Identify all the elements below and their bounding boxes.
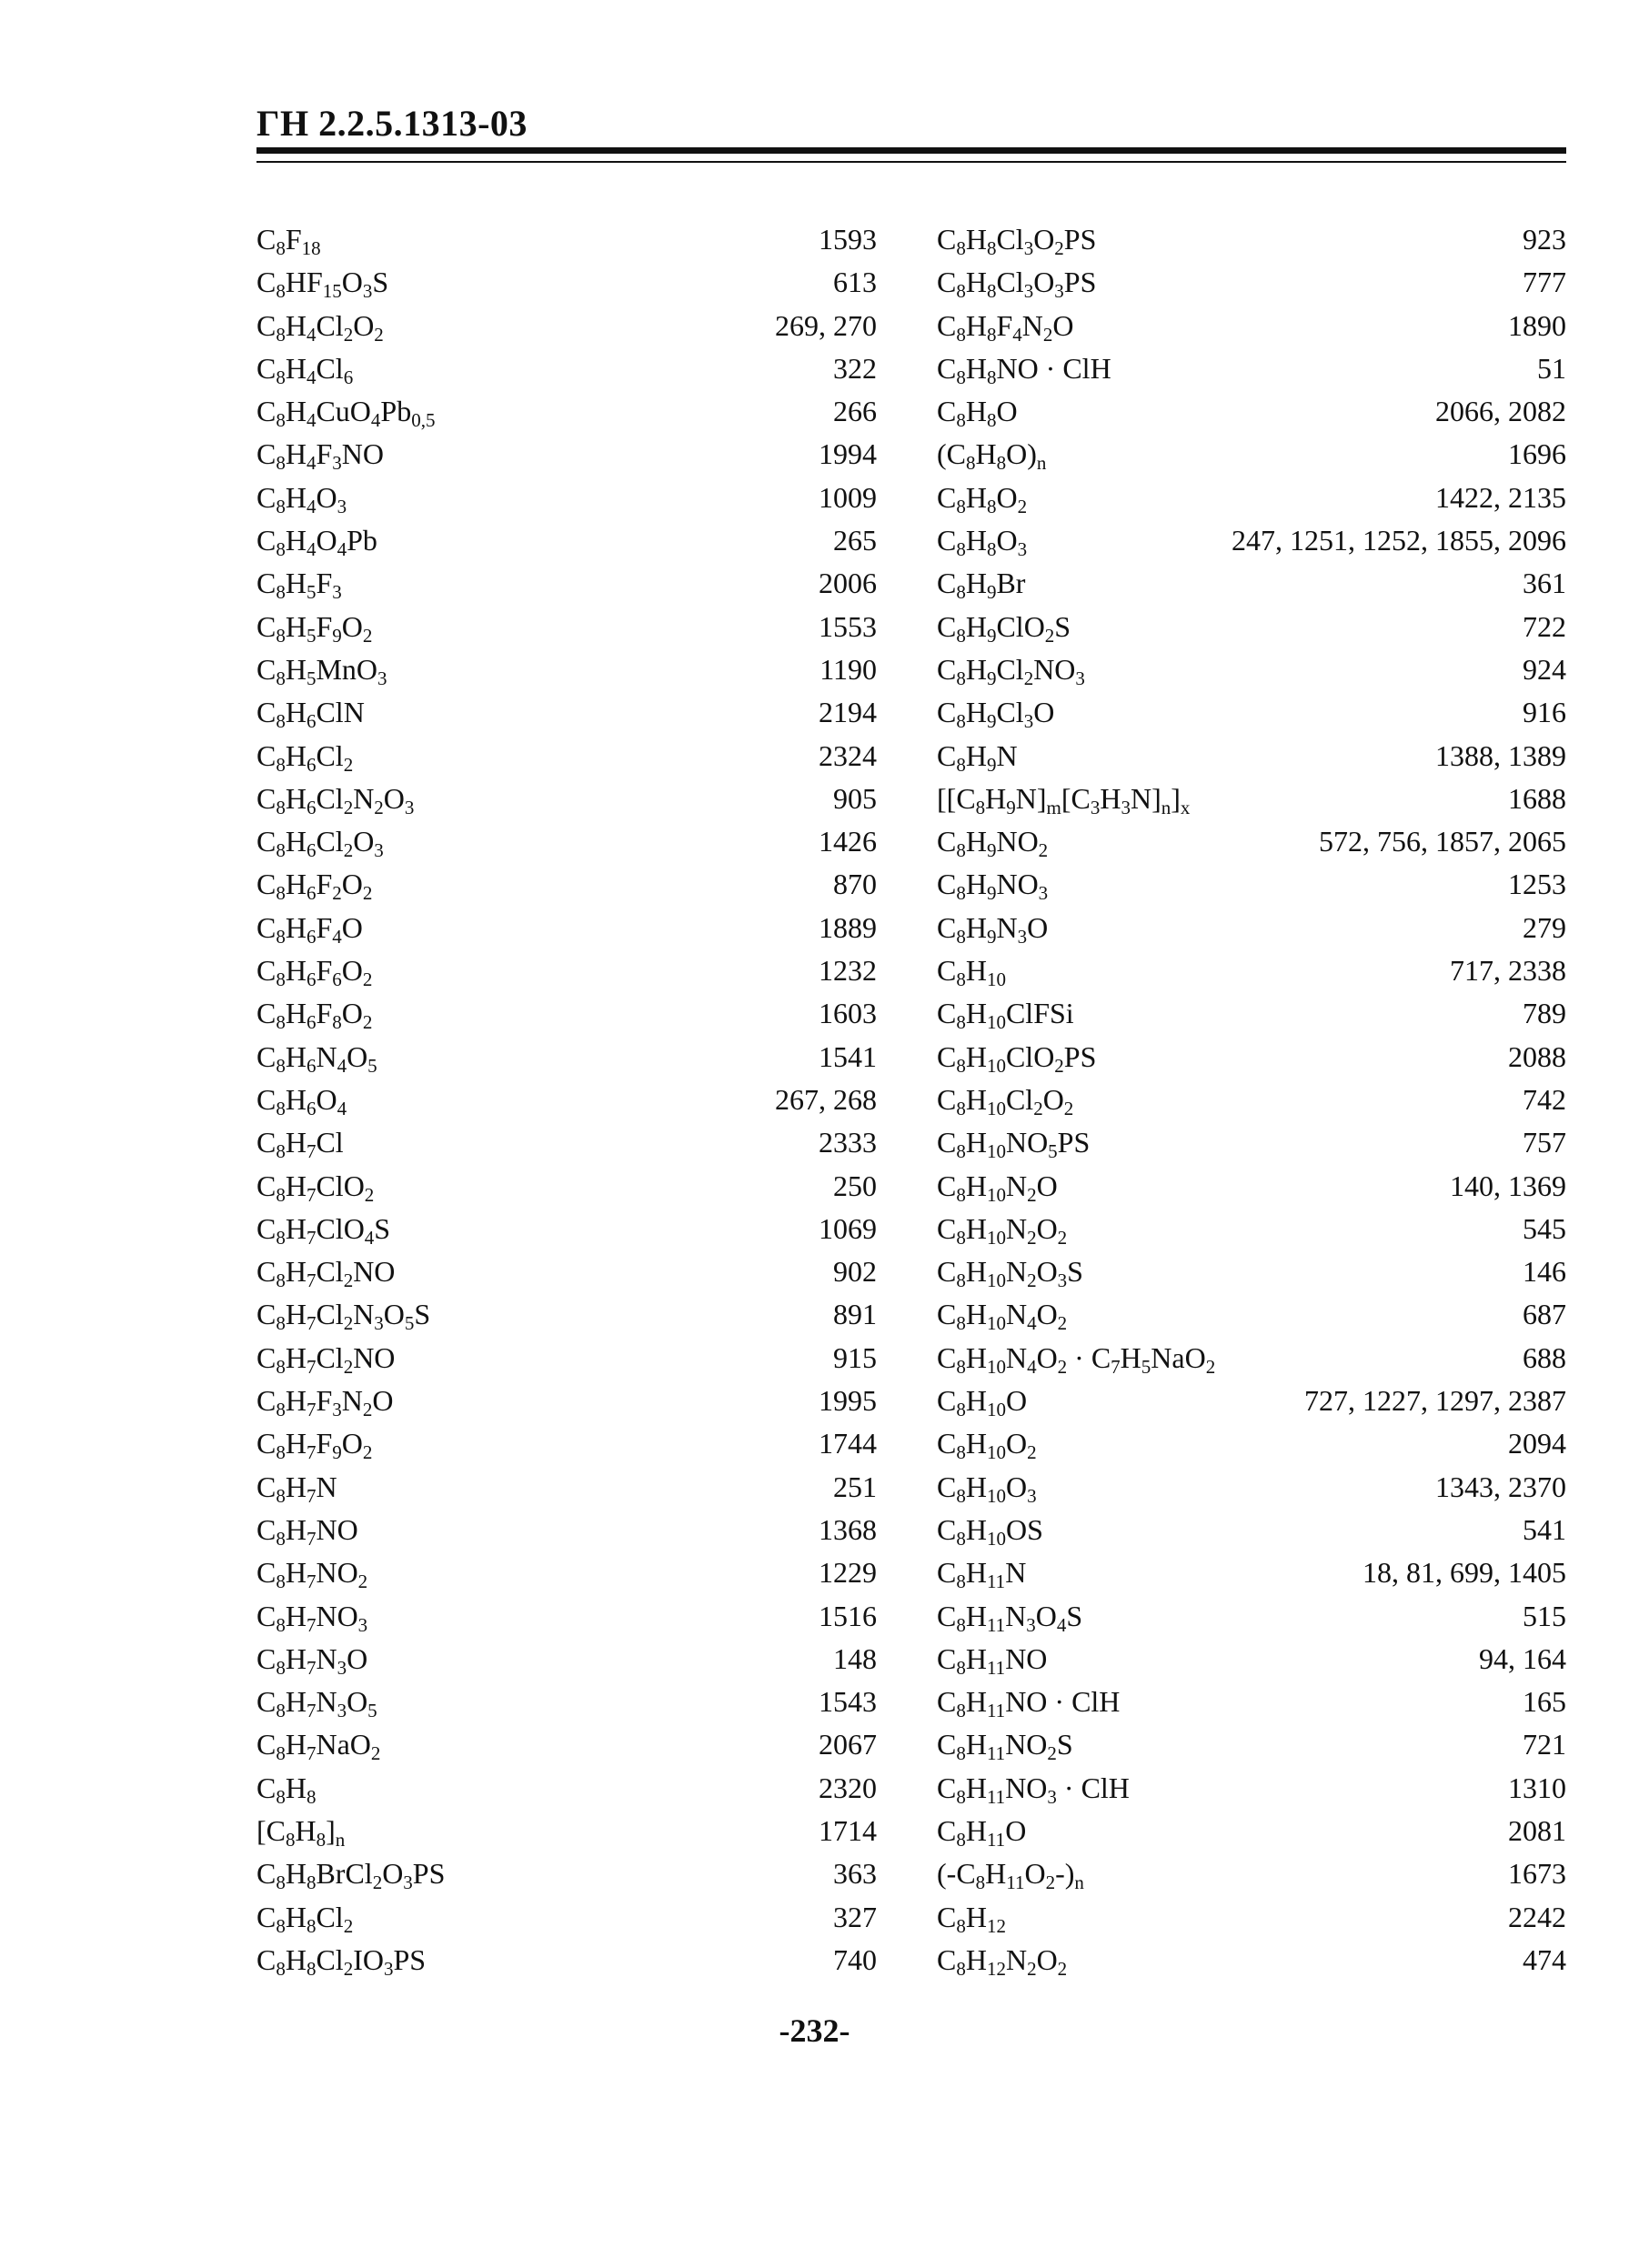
formula: $C_8H_8O_2$	[937, 480, 1028, 517]
index-entry	[937, 1422, 1566, 1465]
index-entry	[256, 1509, 877, 1551]
formula: $C_8H_4CuO_4Pb_{0,5}$	[256, 395, 436, 432]
reference-numbers: 717, 2338	[1450, 954, 1566, 988]
formula: $C_8H_9N_3O$	[937, 910, 1049, 948]
reference-numbers: 1368	[819, 1512, 877, 1546]
formula: $C_8H_{10}O$	[937, 1384, 1028, 1421]
reference-numbers: 2324	[819, 738, 877, 772]
header-rule-thick	[256, 147, 1566, 154]
formula: $C_8H_{11}NO$ · ClH	[937, 1685, 1121, 1722]
formula: $C_8H_9NO_2$	[937, 825, 1049, 862]
index-entry	[256, 863, 877, 906]
reference-numbers: 905	[833, 781, 877, 815]
reference-numbers: 757	[1523, 1126, 1566, 1159]
index-entry	[256, 992, 877, 1035]
formula: $(-C_8H_{11}O_2-)_n$	[937, 1857, 1084, 1894]
formula: $C_8H_{10}N_4O_2 \cdot C_7H_5NaO_2$	[937, 1340, 1216, 1378]
reference-numbers: 740	[833, 1942, 877, 1976]
formula: $C_8H_9N$	[937, 738, 1018, 776]
document-header: ГН 2.2.5.1313-03	[256, 103, 528, 144]
formula: $C_8H_4F_3NO$	[256, 437, 384, 475]
formula: $C_8H_{10}OS$	[937, 1512, 1043, 1550]
formula: $C_8H_{11}NO$	[937, 1641, 1048, 1679]
index-entry	[937, 1036, 1566, 1079]
reference-numbers: 687	[1523, 1298, 1566, 1331]
formula: $C_8H_7Cl_2NO$	[256, 1255, 396, 1292]
formula: $C_8H_{12}N_2O_2$	[937, 1942, 1068, 1980]
reference-numbers: 2242	[1508, 1900, 1566, 1933]
index-entry	[937, 218, 1566, 261]
reference-numbers: 266	[833, 395, 877, 428]
reference-numbers: 1744	[819, 1427, 877, 1460]
formula: $C_8H_9NO_3$	[937, 868, 1049, 905]
formula: $C_8H_7NaO_2$	[256, 1728, 381, 1765]
reference-numbers: 146	[1523, 1255, 1566, 1289]
formula: $C_8H_7N_3O$	[256, 1641, 368, 1679]
formula: $C_8H_4Cl_6$	[256, 351, 354, 388]
formula: $C_8H_5MnO_3$	[256, 652, 387, 689]
reference-numbers: 267, 268	[775, 1082, 877, 1116]
index-entry	[256, 820, 877, 863]
formula: $C_8H_4O_3$	[256, 480, 347, 517]
index-entry	[256, 218, 877, 261]
formula: $C_8H_7Cl$	[256, 1126, 344, 1163]
index-entry	[937, 992, 1566, 1035]
index-entry	[256, 1121, 877, 1164]
index-entry	[937, 820, 1566, 863]
reference-numbers: 515	[1523, 1599, 1566, 1632]
index-entry	[256, 433, 877, 476]
index-entry	[256, 1466, 877, 1509]
formula: $C_8H_{10}N_2O_2$	[937, 1211, 1068, 1249]
index-entry	[256, 562, 877, 605]
formula: $C_8H_7N$	[256, 1470, 337, 1507]
index-entry	[937, 1810, 1566, 1852]
formula: $C_8H_{10}Cl_2O_2$	[937, 1082, 1074, 1119]
formula: $C_8H_{10}ClFSi$	[937, 997, 1074, 1034]
reference-numbers: 1688	[1508, 781, 1566, 815]
index-entry	[937, 1723, 1566, 1766]
reference-numbers: 1426	[819, 825, 877, 858]
formula: $C_8H_9Cl_3O$	[937, 696, 1055, 733]
reference-numbers: 1696	[1508, 437, 1566, 471]
reference-numbers: 924	[1523, 652, 1566, 686]
right-index-column	[937, 218, 1566, 1982]
formula: $(C_8H_8O)_n$	[937, 437, 1047, 475]
reference-numbers: 1553	[819, 609, 877, 643]
reference-numbers: 140, 1369	[1450, 1169, 1566, 1202]
formula: $C_8H_6F_4O$	[256, 910, 363, 948]
reference-numbers: 1253	[1508, 868, 1566, 901]
reference-numbers: 915	[833, 1340, 877, 1374]
index-entry	[256, 305, 877, 347]
index-entry	[937, 519, 1566, 562]
index-entry	[937, 1466, 1566, 1509]
reference-numbers: 18, 81, 699, 1405	[1363, 1556, 1566, 1590]
index-entry	[256, 648, 877, 691]
index-entry	[256, 261, 877, 304]
index-entry	[937, 1380, 1566, 1422]
reference-numbers: 51	[1537, 351, 1566, 385]
reference-numbers: 2088	[1508, 1039, 1566, 1073]
index-entry	[256, 1896, 877, 1939]
reference-numbers: 2066, 2082	[1435, 395, 1566, 428]
reference-numbers: 363	[833, 1857, 877, 1891]
reference-numbers: 1603	[819, 997, 877, 1030]
reference-numbers: 474	[1523, 1942, 1566, 1976]
formula: $C_8H_7NO_2$	[256, 1556, 368, 1593]
formula: $C_8H_7F_9O_2$	[256, 1427, 373, 1464]
formula: $C_8H_8O_3$	[937, 524, 1028, 561]
index-entry	[937, 863, 1566, 906]
index-entry	[937, 1551, 1566, 1594]
index-entry	[256, 1036, 877, 1079]
reference-numbers: 2067	[819, 1728, 877, 1761]
reference-numbers: 727, 1227, 1297, 2387	[1304, 1384, 1566, 1418]
formula: $C_8H_8O$	[937, 395, 1018, 432]
index-entry	[937, 1293, 1566, 1336]
index-entry	[256, 1852, 877, 1895]
reference-numbers: 265	[833, 524, 877, 557]
reference-numbers: 777	[1523, 266, 1566, 299]
index-entry	[256, 1767, 877, 1810]
formula: $C_8H_8Cl_3O_3PS$	[937, 266, 1097, 303]
reference-numbers: 1541	[819, 1039, 877, 1073]
header-rule-thin	[256, 161, 1566, 163]
reference-numbers: 1890	[1508, 308, 1566, 342]
reference-numbers: 251	[833, 1470, 877, 1503]
formula: $C_8H_8Cl_2IO_3PS$	[256, 1942, 427, 1980]
formula: $C_8H_8BrCl_2O_3PS$	[256, 1857, 446, 1894]
index-entry	[937, 305, 1566, 347]
index-entry	[256, 735, 877, 778]
reference-numbers: 722	[1523, 609, 1566, 643]
index-entry	[256, 477, 877, 519]
reference-numbers: 2333	[819, 1126, 877, 1159]
index-entry	[256, 1079, 877, 1121]
reference-numbers: 148	[833, 1641, 877, 1675]
page-number: -232-	[779, 2012, 850, 2049]
formula: $C_8H_{10}N_2O_3S$	[937, 1255, 1083, 1292]
index-entry	[256, 519, 877, 562]
formula: $C_8H_{10}NO_5PS$	[937, 1126, 1091, 1163]
reference-numbers: 1069	[819, 1211, 877, 1245]
index-entry	[256, 1422, 877, 1465]
index-entry	[937, 562, 1566, 605]
formula: $C_8H_7ClO_2$	[256, 1169, 375, 1206]
reference-numbers: 1229	[819, 1556, 877, 1590]
formula: $C_8H_{10}$	[937, 954, 1006, 991]
reference-numbers: 1232	[819, 954, 877, 988]
formula: $C_8H_7Cl_2NO$	[256, 1340, 396, 1378]
index-entry	[256, 1939, 877, 1982]
reference-numbers: 1310	[1508, 1771, 1566, 1804]
formula: $C_8H_4O_4Pb$	[256, 524, 377, 561]
formula: $C_8H_{11}NO_3$ · ClH	[937, 1771, 1130, 1808]
reference-numbers: 789	[1523, 997, 1566, 1030]
reference-numbers: 545	[1523, 1211, 1566, 1245]
formula: $C_8H_8F_4N_2O$	[937, 308, 1074, 346]
index-entry	[937, 1681, 1566, 1723]
index-entry	[256, 907, 877, 949]
formula: $C_8H_{10}ClO_2PS$	[937, 1039, 1097, 1077]
formula: $[[C_8H_9N]_m[C_3H_3N]_n]_x$	[937, 781, 1191, 818]
formula: $[C_8H_8]_n$	[256, 1813, 346, 1851]
reference-numbers: 1889	[819, 910, 877, 944]
index-entry	[256, 390, 877, 433]
formula: $C_8H_9Cl_2NO_3$	[937, 652, 1085, 689]
reference-numbers: 2006	[819, 567, 877, 600]
index-entry	[256, 1551, 877, 1594]
formula: $C_8H_6Cl_2O_3$	[256, 825, 384, 862]
formula: $C_8H_7ClO_4S$	[256, 1211, 391, 1249]
formula: $C_8H_{11}N$	[937, 1556, 1027, 1593]
reference-numbers: 613	[833, 266, 877, 299]
formula: $C_8H_8Cl_3O_2PS$	[937, 223, 1097, 259]
reference-numbers: 1190	[820, 652, 877, 686]
formula: $C_8H_9ClO_2S$	[937, 609, 1071, 647]
formula: $C_8H_{12}$	[937, 1900, 1006, 1937]
index-entry	[937, 735, 1566, 778]
reference-numbers: 1714	[819, 1813, 877, 1847]
formula: $C_8H_8$	[256, 1771, 317, 1808]
index-entry	[937, 1079, 1566, 1121]
index-entry	[937, 1767, 1566, 1810]
index-entry	[256, 1681, 877, 1723]
formula: $C_8F_{18}$	[256, 223, 321, 259]
formula: $C_8H_6F_2O_2$	[256, 868, 373, 905]
index-entry	[937, 778, 1566, 820]
reference-numbers: 361	[1523, 567, 1566, 600]
reference-numbers: 247, 1251, 1252, 1855, 2096	[1232, 524, 1566, 557]
formula: $C_8H_{11}O$	[937, 1813, 1027, 1851]
index-entry	[256, 949, 877, 992]
formula: $C_8H_6Cl_2N_2O_3$	[256, 781, 415, 818]
reference-numbers: 2194	[819, 696, 877, 729]
formula: $C_8H_6O_4$	[256, 1082, 347, 1119]
index-entry	[937, 1595, 1566, 1638]
formula: $C_8H_6ClN$	[256, 696, 365, 733]
reference-numbers: 269, 270	[775, 308, 877, 342]
reference-numbers: 1593	[819, 223, 877, 256]
index-entry	[256, 1337, 877, 1380]
index-entry	[937, 477, 1566, 519]
formula: $C_8H_8Cl_2$	[256, 1900, 354, 1937]
index-entry	[937, 1896, 1566, 1939]
reference-numbers: 1388, 1389	[1435, 738, 1566, 772]
reference-numbers: 1009	[819, 480, 877, 514]
index-entry	[937, 606, 1566, 648]
index-entry	[937, 1939, 1566, 1982]
index-entry	[256, 691, 877, 734]
reference-numbers: 165	[1523, 1685, 1566, 1719]
formula: $C_8H_{10}N_4O_2$	[937, 1298, 1068, 1335]
reference-numbers: 327	[833, 1900, 877, 1933]
reference-numbers: 1673	[1508, 1857, 1566, 1891]
index-entry	[256, 1810, 877, 1852]
index-entry	[937, 1250, 1566, 1293]
index-entry	[937, 347, 1566, 390]
formula: $C_8H_7NO$	[256, 1512, 358, 1550]
formula: $C_8H_7NO_3$	[256, 1599, 368, 1636]
index-entry	[256, 606, 877, 648]
reference-numbers: 742	[1523, 1082, 1566, 1116]
reference-numbers: 1343, 2370	[1435, 1470, 1566, 1503]
formula: $C_8H_{10}O_2$	[937, 1427, 1037, 1464]
reference-numbers: 1422, 2135	[1435, 480, 1566, 514]
reference-numbers: 572, 756, 1857, 2065	[1319, 825, 1566, 858]
formula: $C_8H_9Br$	[937, 567, 1026, 604]
index-entry	[937, 1337, 1566, 1380]
index-entry	[937, 433, 1566, 476]
reference-numbers: 541	[1523, 1512, 1566, 1546]
index-entry	[256, 1595, 877, 1638]
index-entry	[937, 1852, 1566, 1895]
formula: $C_8HF_{15}O_3S$	[256, 266, 389, 303]
reference-numbers: 1994	[819, 437, 877, 471]
reference-numbers: 94, 164	[1479, 1641, 1566, 1675]
index-entry	[256, 1638, 877, 1681]
reference-numbers: 2320	[819, 1771, 877, 1804]
index-entry	[256, 1723, 877, 1766]
index-entry	[937, 1208, 1566, 1250]
reference-numbers: 279	[1523, 910, 1566, 944]
index-entry	[937, 648, 1566, 691]
index-entry	[256, 347, 877, 390]
reference-numbers: 923	[1523, 223, 1566, 256]
formula: $C_8H_{10}N_2O$	[937, 1169, 1058, 1206]
index-entry	[256, 1380, 877, 1422]
left-index-column	[256, 218, 877, 1982]
reference-numbers: 2094	[1508, 1427, 1566, 1460]
index-entry	[256, 778, 877, 820]
formula: $C_8H_7Cl_2N_3O_5S$	[256, 1298, 431, 1335]
index-entry	[256, 1293, 877, 1336]
reference-numbers: 891	[833, 1298, 877, 1331]
index-entry	[256, 1165, 877, 1208]
formula: $C_8H_6Cl_2$	[256, 738, 354, 776]
formula: $C_8H_6N_4O_5$	[256, 1039, 377, 1077]
formula: $C_8H_{11}N_3O_4S$	[937, 1599, 1083, 1636]
index-entry	[937, 907, 1566, 949]
reference-numbers: 2081	[1508, 1813, 1566, 1847]
reference-numbers: 1516	[819, 1599, 877, 1632]
reference-numbers: 1543	[819, 1685, 877, 1719]
formula: $C_8H_{11}NO_2S$	[937, 1728, 1073, 1765]
index-entry	[937, 1638, 1566, 1681]
reference-numbers: 322	[833, 351, 877, 385]
index-entry	[937, 1165, 1566, 1208]
index-entry	[937, 949, 1566, 992]
formula: $C_8H_7N_3O_5$	[256, 1685, 377, 1722]
formula: $C_8H_5F_9O_2$	[256, 609, 373, 647]
index-entry	[937, 1509, 1566, 1551]
reference-numbers: 916	[1523, 696, 1566, 729]
reference-numbers: 902	[833, 1255, 877, 1289]
reference-numbers: 870	[833, 868, 877, 901]
formula: $C_8H_6F_8O_2$	[256, 997, 373, 1034]
index-entry	[256, 1208, 877, 1250]
formula: $C_8H_8NO$ · ClH	[937, 351, 1111, 388]
reference-numbers: 721	[1523, 1728, 1566, 1761]
reference-numbers: 250	[833, 1169, 877, 1202]
formula: $C_8H_5F_3$	[256, 567, 342, 604]
formula: $C_8H_4Cl_2O_2$	[256, 308, 384, 346]
index-entry	[937, 261, 1566, 304]
formula: $C_8H_7F_3N_2O$	[256, 1384, 394, 1421]
formula: $C_8H_6F_6O_2$	[256, 954, 373, 991]
reference-numbers: 688	[1523, 1340, 1566, 1374]
index-entry	[937, 390, 1566, 433]
reference-numbers: 1995	[819, 1384, 877, 1418]
index-entry	[937, 1121, 1566, 1164]
formula: $C_8H_{10}O_3$	[937, 1470, 1037, 1507]
index-entry	[256, 1250, 877, 1293]
index-entry	[937, 691, 1566, 734]
